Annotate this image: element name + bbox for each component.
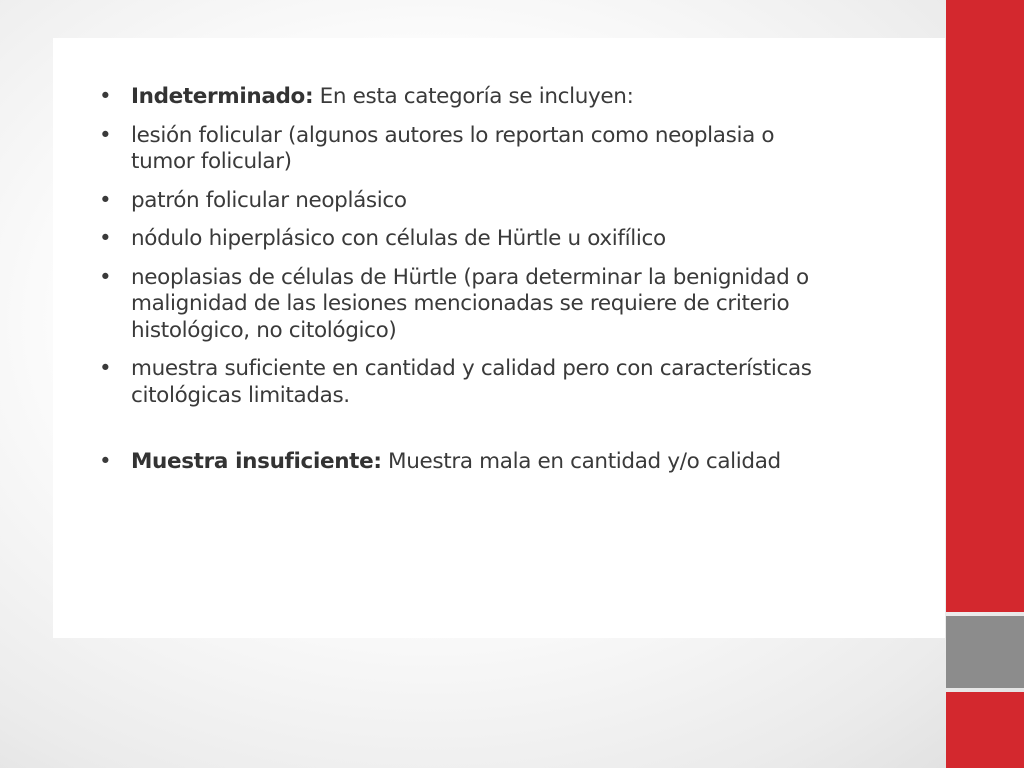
bullet-list	[96, 84, 836, 488]
bullet-icon: •	[99, 356, 112, 381]
bullet-item-nodulo-hiperplasico	[96, 226, 836, 253]
bullet-item-neoplasias-hurtle	[96, 265, 836, 345]
bullet-icon: •	[99, 449, 112, 474]
sidebar-red-block-bottom	[946, 692, 1024, 768]
bullet-text: patrón folicular neoplásico	[131, 187, 407, 213]
bullet-text: neoplasias de células de Hürtle (para determinar la benignidad o malignidad de las lesiones mencionadas se requiere de criterio histológico, no citológico)	[131, 264, 809, 343]
bullet-text: nódulo hiperplásico con células de Hürtle u oxifílico	[131, 226, 666, 251]
sidebar-gray-block	[946, 616, 1024, 688]
bullet-icon: •	[99, 187, 112, 213]
bullet-icon: •	[99, 264, 112, 290]
bullet-item-muestra-insuficiente	[96, 449, 836, 476]
bullet-icon: •	[99, 122, 112, 148]
bullet-bold-label: Muestra insuficiente:	[131, 449, 382, 474]
bullet-text: lesión folicular (algunos autores lo reportan como neoplasia o tumor folicular)	[131, 122, 775, 174]
bullet-item-indeterminado	[96, 84, 836, 111]
bullet-text: muestra suficiente en cantidad y calidad pero con características citológicas limitadas.	[131, 356, 812, 408]
bullet-item-lesion-folicular	[96, 123, 836, 176]
bullet-bold-label: Indeterminado:	[131, 84, 314, 109]
sidebar-red-block-top	[946, 0, 1024, 612]
bullet-icon: •	[99, 84, 112, 109]
bullet-icon: •	[99, 226, 112, 251]
bullet-text: En esta categoría se incluyen:	[313, 84, 634, 109]
bullet-text: Muestra mala en cantidad y/o calidad	[381, 449, 781, 474]
accent-sidebar	[946, 0, 1024, 768]
bullet-item-patron-folicular	[96, 188, 836, 215]
bullet-item-muestra-suficiente	[96, 356, 836, 409]
